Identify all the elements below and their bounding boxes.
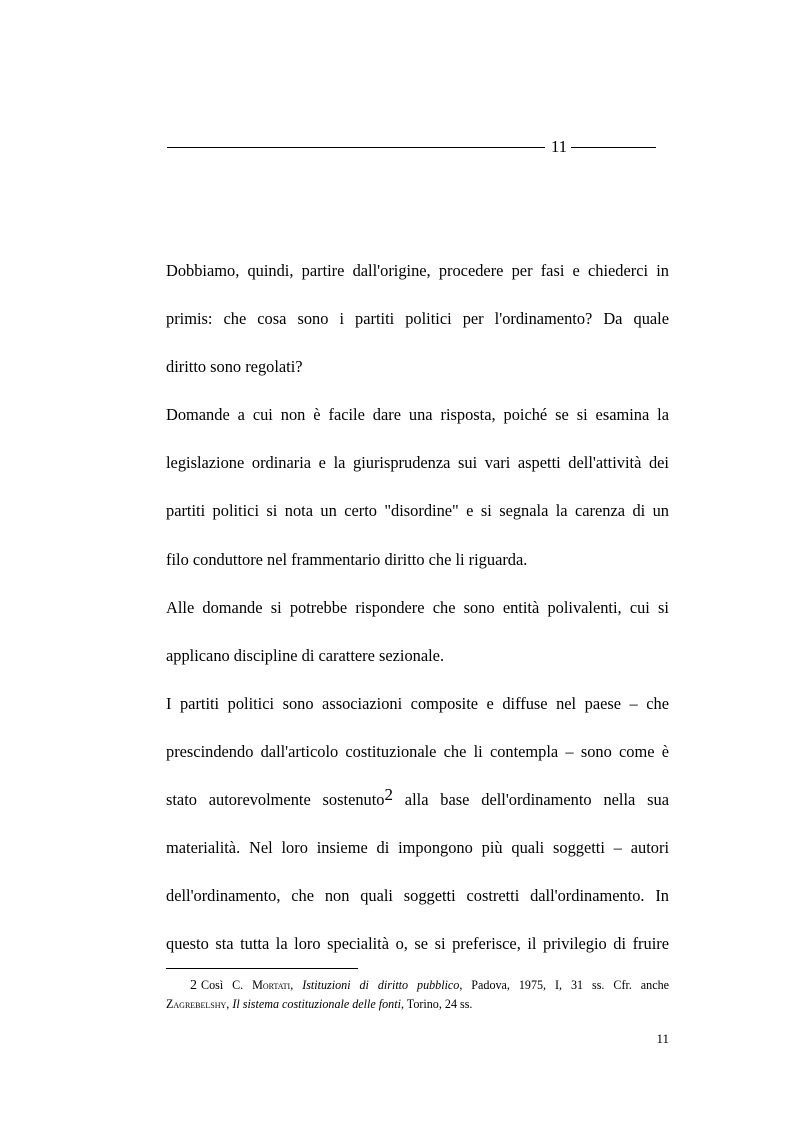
footnote-text: , Torino, 24 ss. <box>400 997 473 1011</box>
body-line: materialità. Nel loro insieme di impongono più quali soggetti – autori <box>166 838 669 858</box>
body-line: dell'ordinamento, che non quali soggetti costretti dall'ordinamento. In <box>166 886 669 906</box>
body-line: partiti politici si nota un certo "disordine" e si segnala la carenza di un <box>166 501 669 521</box>
footer-page-number: 11 <box>656 1031 669 1046</box>
footnote-separator <box>166 968 358 969</box>
body-line-text: stato autorevolmente sostenuto <box>166 790 385 810</box>
footnote-text: , Padova, 1975, I, 31 ss. Cfr. anche <box>459 978 669 992</box>
body-line-with-footnote-ref <box>166 776 669 824</box>
body-line: primis: che cosa sono i partiti politici per l'ordinamento? Da quale <box>166 309 669 329</box>
body-line: applicano discipline di carattere sezionale. <box>166 645 445 665</box>
header-page-number: 11 <box>550 137 568 156</box>
body-line: Dobbiamo, quindi, partire dall'origine, procedere per fasi e chiederci in <box>166 261 669 280</box>
footnote-mark: 2 <box>190 978 197 993</box>
footnote-text: , <box>226 997 233 1011</box>
footnote-author: Mortati <box>252 978 291 992</box>
footnote-author: Zagrebelshy <box>166 997 227 1011</box>
body-line: Alle domande si potrebbe rispondere che sono entità polivalenti, cui si <box>166 597 669 617</box>
body-line: I partiti politici sono associazioni composite e diffuse nel paese – che <box>166 693 669 713</box>
body-text <box>166 247 669 968</box>
body-line: legislazione ordinaria e la giurisprudenza sui vari aspetti dell'attività dei <box>166 453 669 473</box>
footnote-text: , <box>290 978 303 992</box>
body-line: questo sta tutta la loro specialità o, se si preferisce, il privilegio di fruire <box>166 934 669 954</box>
body-line: diritto sono regolati? <box>166 357 303 377</box>
body-line-text: alla base dell'ordinamento nella sua <box>392 790 669 810</box>
body-line: filo conduttore nel frammentario diritto che li riguarda. <box>166 549 528 569</box>
footnote-title: Il sistema costituzionale delle fonti <box>232 997 401 1011</box>
footnote-line <box>166 995 669 1014</box>
header-rule-left <box>167 147 545 148</box>
footnote-title: Istituzioni di diritto pubblico <box>302 978 460 992</box>
body-line: Domande a cui non è facile dare una risposta, poiché se si esamina la <box>166 405 669 425</box>
body-line: prescindendo dall'articolo costituzionale che li contempla – sono come è <box>166 741 669 761</box>
header-rule-right <box>571 147 656 148</box>
footnote-reference[interactable]: 2 <box>384 785 393 805</box>
footnote <box>166 976 669 1014</box>
footnote-line <box>166 976 669 995</box>
footnote-text: Così C. <box>201 978 253 992</box>
